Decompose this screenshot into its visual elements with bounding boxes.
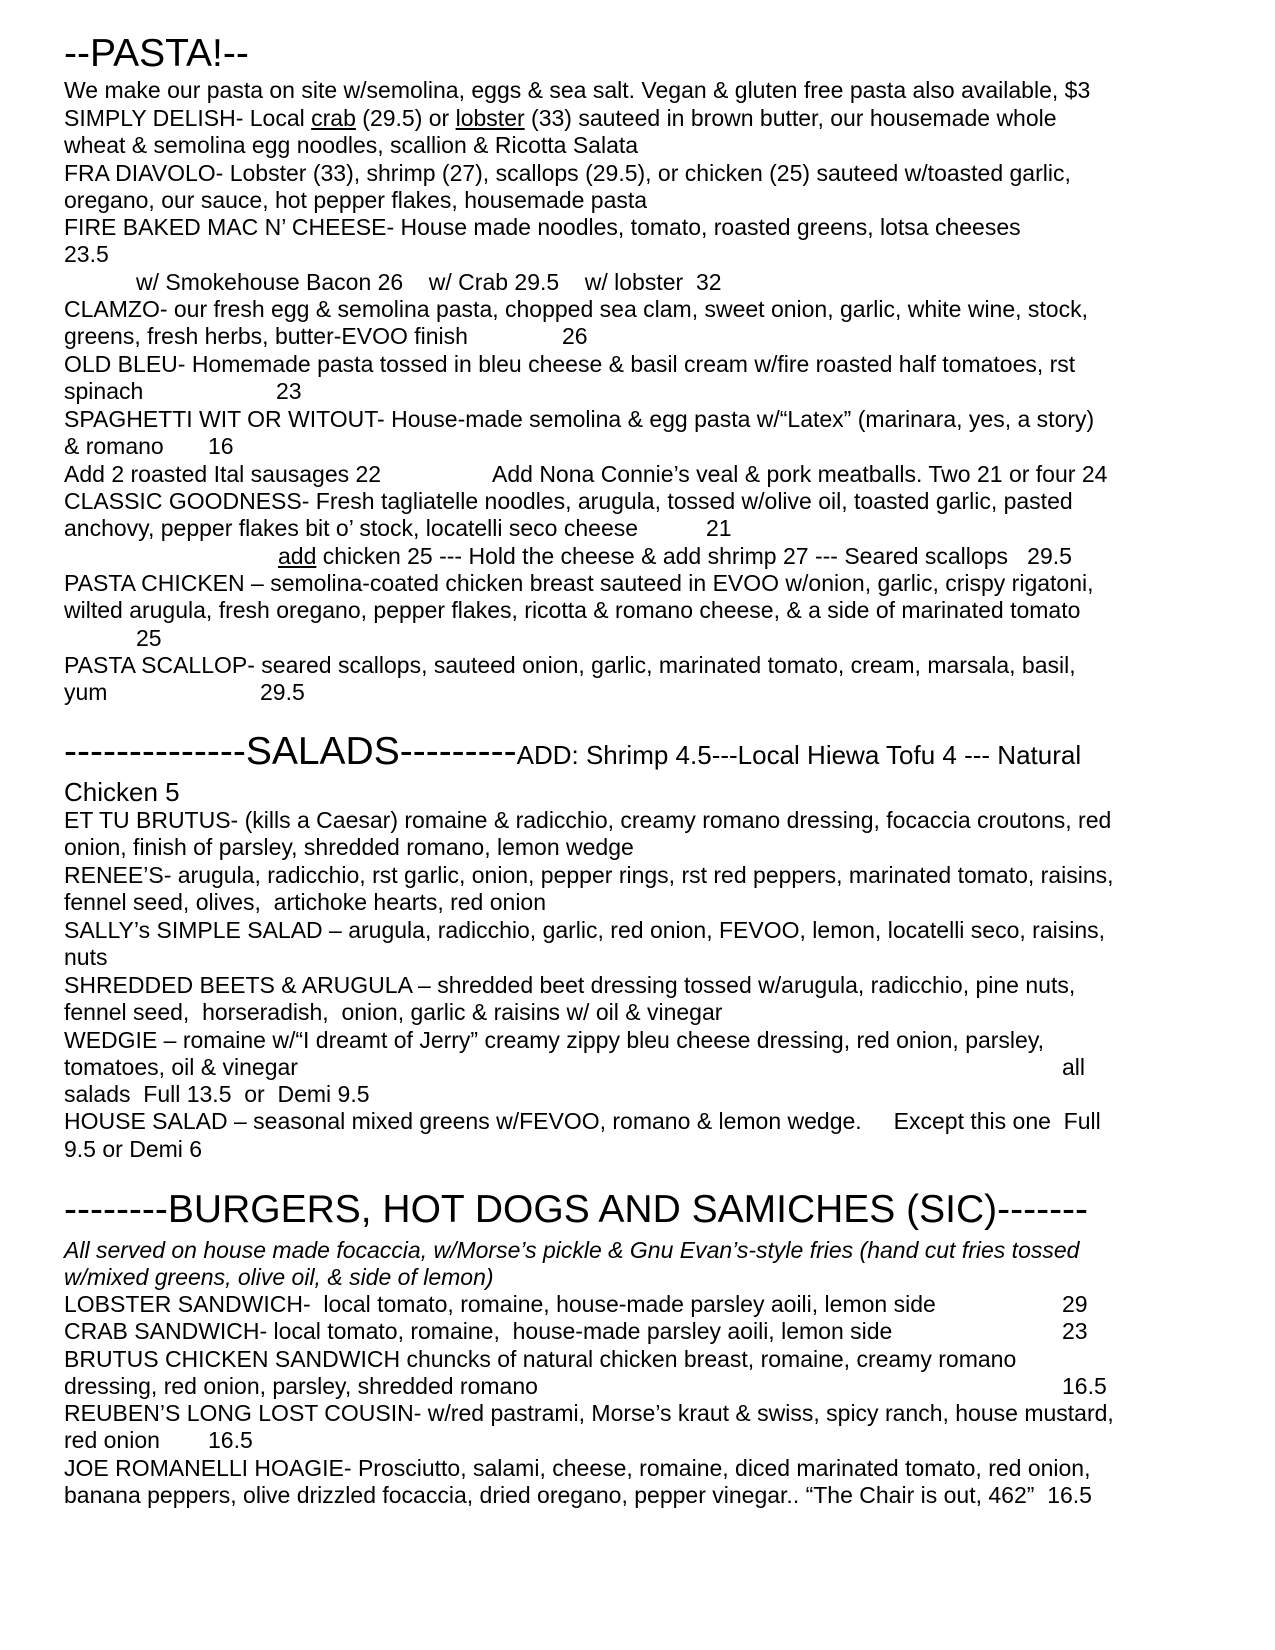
- renees-line1: RENEE’S- arugula, radicchio, rst garlic, onion, pepper rings, rst red peppers, marinated tomato, raisins,: [64, 862, 1114, 888]
- clamzo-line2: greens, fresh herbs, butter-EVOO finish: [64, 323, 468, 349]
- salads-heading: --------------SALADS---------: [64, 730, 517, 773]
- et-tu-line1: ET TU BRUTUS- (kills a Caesar) romaine & radicchio, creamy romano dressing, focaccia croutons, red: [64, 807, 1112, 833]
- beets-line2: fennel seed, horseradish, onion, garlic & raisins w/ oil & vinegar: [64, 999, 723, 1025]
- reuben-line2: red onion: [64, 1427, 160, 1453]
- burgers-intro-line2: w/mixed greens, olive oil, & side of lemon): [64, 1264, 494, 1290]
- et-tu-line2: onion, finish of parsley, shredded romano, lemon wedge: [64, 834, 634, 860]
- house-salad-line1: HOUSE SALAD – seasonal mixed greens w/FEVOO, romano & lemon wedge. Except this one Full: [64, 1108, 1101, 1134]
- mac-addons: w/ Smokehouse Bacon 26 w/ Crab 29.5 w/ lobster 32: [136, 269, 722, 295]
- reuben-price: 16.5: [208, 1427, 253, 1453]
- pasta-scallop-line1: PASTA SCALLOP- seared scallops, sauteed onion, garlic, marinated tomato, cream, marsala, basil,: [64, 652, 1076, 678]
- pasta-chicken-line1: PASTA CHICKEN – semolina-coated chicken breast sauteed in EVOO w/onion, garlic, crispy rigatoni,: [64, 570, 1094, 596]
- lobster-sandwich-price: 29: [1062, 1291, 1088, 1317]
- wedgie-line1: WEDGIE – romaine w/“I dreamt of Jerry” creamy zippy bleu cheese dressing, red onion, parsley,: [64, 1027, 1045, 1053]
- all-salads-price: salads Full 13.5 or Demi 9.5: [64, 1081, 370, 1107]
- burgers-intro-line1: All served on house made focaccia, w/Morse’s pickle & Gnu Evan’s-style fries (hand cut fries tossed: [64, 1237, 1080, 1263]
- brutus-line1: BRUTUS CHICKEN SANDWICH chuncks of natural chicken breast, romaine, creamy romano: [64, 1346, 1017, 1372]
- lobster-underlined: lobster: [455, 105, 525, 131]
- all-word: all: [1062, 1054, 1086, 1080]
- fra-diavolo-line1: FRA DIAVOLO- Lobster (33), shrimp (27), scallops (29.5), or chicken (25) sauteed w/toasted garlic,: [64, 160, 1071, 186]
- mac-price: 23.5: [64, 241, 109, 267]
- old-bleu-line1: OLD BLEU- Homemade pasta tossed in bleu cheese & basil cream w/fire roasted half tomatoes, rst: [64, 351, 1076, 377]
- beets-line1: SHREDDED BEETS & ARUGULA – shredded beet dressing tossed w/arugula, radicchio, pine nuts,: [64, 972, 1076, 998]
- spaghetti-line1: SPAGHETTI WIT OR WITOUT- House-made semolina & egg pasta w/“Latex” (marinara, yes, a story): [64, 406, 1095, 432]
- crab-underlined: crab: [311, 105, 356, 131]
- pasta-chicken-line2: wilted arugula, fresh oregano, pepper flakes, ricotta & romano cheese, & a side of marinated tomato: [64, 597, 1081, 623]
- salads-add-line: ADD: Shrimp 4.5---Local Hiewa Tofu 4 --- Natural: [516, 740, 1082, 770]
- lobster-sandwich: LOBSTER SANDWICH- local tomato, romaine, house-made parsley aoili, lemon side: [64, 1291, 936, 1317]
- simply-delish-line2: wheat & semolina egg noodles, scallion & Ricotta Salata: [64, 132, 639, 158]
- spaghetti-price: 16: [208, 433, 234, 459]
- crab-sandwich-price: 23: [1062, 1318, 1088, 1344]
- classic-addons-text: chicken 25 --- Hold the cheese & add shrimp 27 --- Seared scallops 29.5: [316, 543, 1072, 569]
- simply-delish-text-post: (33) sauteed in brown butter, our housemade whole: [524, 105, 1057, 131]
- pasta-heading: --PASTA!--: [64, 32, 249, 75]
- hoagie-line2: banana peppers, olive drizzled focaccia, dried oregano, pepper vinegar.. “The Chair is out, 462” 16.5: [64, 1482, 1092, 1508]
- sallys-line1: SALLY’s SIMPLE SALAD – arugula, radicchio, garlic, red onion, FEVOO, lemon, locatelli seco, raisins,: [64, 917, 1106, 943]
- crab-sandwich: CRAB SANDWICH- local tomato, romaine, house-made parsley aoili, lemon side: [64, 1318, 893, 1344]
- clamzo-line1: CLAMZO- our fresh egg & semolina pasta, chopped sea clam, sweet onion, garlic, white wine, stock,: [64, 296, 1088, 322]
- simply-delish-text-mid: (29.5) or: [355, 105, 456, 131]
- classic-line1: CLASSIC GOODNESS- Fresh tagliatelle noodles, arugula, tossed w/olive oil, toasted garlic, pasted: [64, 488, 1073, 514]
- simply-delish-text: SIMPLY DELISH- Local: [64, 105, 312, 131]
- hoagie-line1: JOE ROMANELLI HOAGIE- Prosciutto, salami, cheese, romaine, diced marinated tomato, red onion,: [64, 1455, 1091, 1481]
- renees-line2: fennel seed, olives, artichoke hearts, red onion: [64, 889, 547, 915]
- classic-line2: anchovy, pepper flakes bit o’ stock, locatelli seco cheese: [64, 515, 639, 541]
- classic-addons: [278, 542, 1072, 570]
- fra-diavolo-line2: oregano, our sauce, hot pepper flakes, housemade pasta: [64, 187, 648, 213]
- brutus-line2: dressing, red onion, parsley, shredded romano: [64, 1373, 538, 1399]
- wedgie-line2: tomatoes, oil & vinegar: [64, 1054, 298, 1080]
- sallys-line2: nuts: [64, 944, 108, 970]
- classic-price: 21: [706, 515, 732, 541]
- brutus-price: 16.5: [1062, 1373, 1107, 1399]
- burgers-heading: --------BURGERS, HOT DOGS AND SAMICHES (SIC)-------: [64, 1188, 1089, 1231]
- old-bleu-price: 23: [276, 378, 302, 404]
- old-bleu-line2: spinach: [64, 378, 144, 404]
- salads-add-line2: Chicken 5: [64, 777, 180, 807]
- pasta-chicken-price: 25: [136, 625, 162, 651]
- mac-line1: FIRE BAKED MAC N’ CHEESE- House made noodles, tomato, roasted greens, lotsa cheeses: [64, 214, 1021, 240]
- reuben-line1: REUBEN’S LONG LOST COUSIN- w/red pastrami, Morse’s kraut & swiss, spicy ranch, house mustard,: [64, 1400, 1114, 1426]
- salads-heading-line: [64, 730, 1081, 774]
- pasta-scallop-price: 29.5: [260, 679, 305, 705]
- add-sausages: Add 2 roasted Ital sausages 22: [64, 461, 382, 487]
- simply-delish-line1: [64, 104, 1057, 132]
- pasta-intro: We make our pasta on site w/semolina, eggs & sea salt. Vegan & gluten free pasta also available, $3: [64, 77, 1091, 103]
- spaghetti-line2: & romano: [64, 433, 164, 459]
- add-underlined: add: [278, 543, 317, 569]
- pasta-scallop-line2: yum: [64, 679, 108, 705]
- add-meatballs: Add Nona Connie’s veal & pork meatballs. Two 21 or four 24: [492, 461, 1108, 487]
- house-salad-line2: 9.5 or Demi 6: [64, 1136, 203, 1162]
- clamzo-price: 26: [562, 323, 588, 349]
